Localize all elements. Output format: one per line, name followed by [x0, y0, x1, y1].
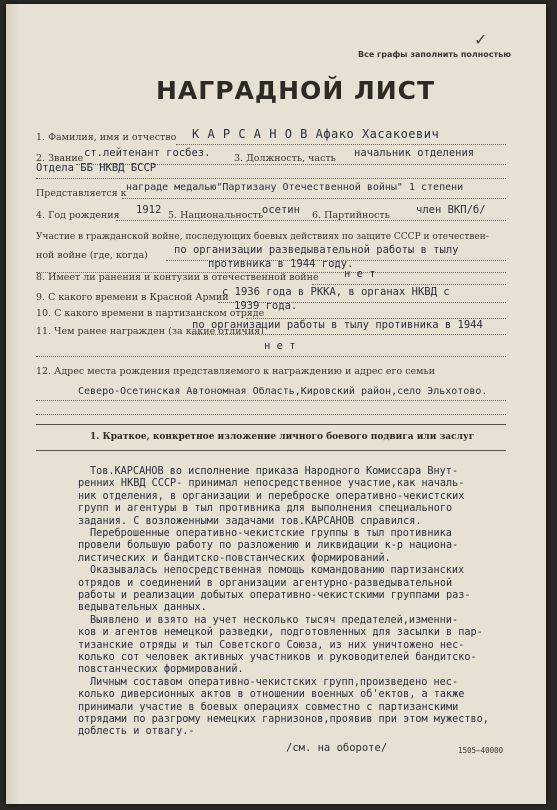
body-line: Личным составом оперативно-чекистских групп,произведено нес-: [90, 676, 459, 688]
body-line: принимали участие в боевых операциях совместно с партизанскими: [78, 701, 459, 713]
field-4-label: 4. Год рождения: [36, 210, 120, 221]
field-8-value: н е т: [344, 268, 376, 280]
field-3-value: начальник отделения: [354, 147, 475, 159]
field-7-label: Участие в гражданской войне, последующих боевых действиях по защите СССР и отечествен-: [36, 232, 489, 242]
body-line: Тов.КАРСАНОВ во исполнение приказа Народного Комиссара Внут-: [90, 466, 459, 477]
body-line: Оказывалась непосредственная помощь командованию партизанских: [90, 565, 465, 577]
field-11-label: 11. Чем ранее награжден (за какие отличия): [36, 326, 264, 337]
field-5-label: 5. Национальность: [168, 210, 264, 221]
field-9-label: 9. С какого времени в Красной Армии: [36, 292, 229, 303]
body-line: ник отделения, в организации и переброске оперативно-чекистских: [78, 490, 465, 502]
field-2-value: ст.лейтенант госбез.: [84, 147, 211, 159]
body-line: отрядами по разгрому немецких гарнизонов,проявив при этом мужество,: [78, 714, 489, 725]
presented-for-label: Представляется к: [36, 188, 127, 199]
body-line: Переброшенные оперативно-чекистские группы в тыл противника: [90, 528, 452, 539]
field-12-label: 12. Адрес места рождения представляемого к награждению и адрес его семьи: [36, 366, 436, 377]
field-6-value: член ВКП/б/: [416, 204, 486, 216]
field-7-value: по организации разведывательной работы в тылу: [174, 244, 459, 256]
field-8-label: 8. Имеет ли ранения и контузии в отечественной войне: [36, 272, 319, 283]
field-1-value: К А Р С А Н О В Афако Хасакоевич: [192, 127, 440, 141]
body-line: задания. С возложенными задачами тов.КАРСАНОВ справился.: [78, 515, 422, 527]
field-1-label: 1. Фамилия, имя и отчество: [36, 132, 177, 143]
field-10-label: 10. С какого времени в партизанском отряде: [36, 308, 265, 319]
fill-all-fields-note: Все графы заполнить полностью: [358, 50, 511, 59]
print-mark: 1505—40000: [458, 746, 504, 755]
body-line: провели большую работу по разложению и ликвидации к-р национа-: [78, 540, 459, 552]
section-1-title: 1. Краткое, конкретное изложение личного боевого подвига или заслуг: [90, 432, 475, 442]
body-line: Выявлено и взято на учет несколько тысяч предателей,изменни-: [90, 614, 459, 626]
body-line: колько сот человек активных участников и руководителей бандитско-: [78, 652, 477, 663]
field-4-value: 1912: [136, 204, 162, 216]
body-line: доблесть и отвагу.-: [78, 726, 195, 738]
body-line: ренних НКВД СССР- принимал непосредственное участие,как началь-: [78, 478, 465, 490]
handwritten-mark-icon: ✓: [474, 30, 488, 49]
field-12-value: Северо-Осетинская Автономная Область,Кировский район,село Эльхотово.: [78, 386, 488, 397]
field-3-value-continued: Отдела ББ НКВД БССР: [36, 162, 157, 174]
award-sheet-page: [6, 4, 546, 804]
body-line: групп и агентуры в тыл противника для выполнения специального: [78, 503, 453, 515]
see-reverse-note: /см. на обороте/: [286, 742, 388, 754]
field-7-label-continued: ной войне (где, когда): [36, 250, 148, 261]
field-6-label: 6. Партийность: [312, 210, 390, 221]
body-line: работы и реализации добытых оперативно-чекистскими группами раз-: [78, 590, 471, 601]
field-9-value-continued: 1939 года.: [234, 300, 298, 312]
body-line: ведывательных данных.: [78, 602, 207, 614]
presented-for-value: награде медалью"Партизану Отечественной войны" 1 степени: [126, 182, 464, 193]
body-line: отрядов и соединений в организации агентурно-разведывательной: [78, 577, 453, 589]
field-2-label: 2. Звание: [36, 153, 84, 164]
field-11-value: по организации работы в тылу противника в 1944: [192, 319, 483, 331]
document-title: НАГРАДНОЙ ЛИСТ: [156, 76, 436, 105]
body-line: листических и бандитско-повстанческих формирований.: [78, 552, 391, 564]
field-5-value: осетин: [262, 204, 300, 216]
body-line: тизанские отряды и тыл Советского Союза, из них уничтожено нес-: [78, 639, 465, 651]
field-7-value-continued: противника в 1944 году.: [208, 258, 354, 270]
body-line: ков и агентов немецкой разведки, подготовленных для засылки в пар-: [78, 627, 483, 639]
field-9-value: с 1936 года в РККА, в органах НКВД с: [222, 286, 450, 298]
body-line: повстанческих формирований.: [78, 664, 244, 676]
field-11-value-continued: н е т: [264, 340, 296, 352]
field-3-label: 3. Должность, часть: [234, 153, 336, 164]
body-line: колько диверсионных актов в отношении военных об'ектов, а также: [78, 689, 465, 701]
